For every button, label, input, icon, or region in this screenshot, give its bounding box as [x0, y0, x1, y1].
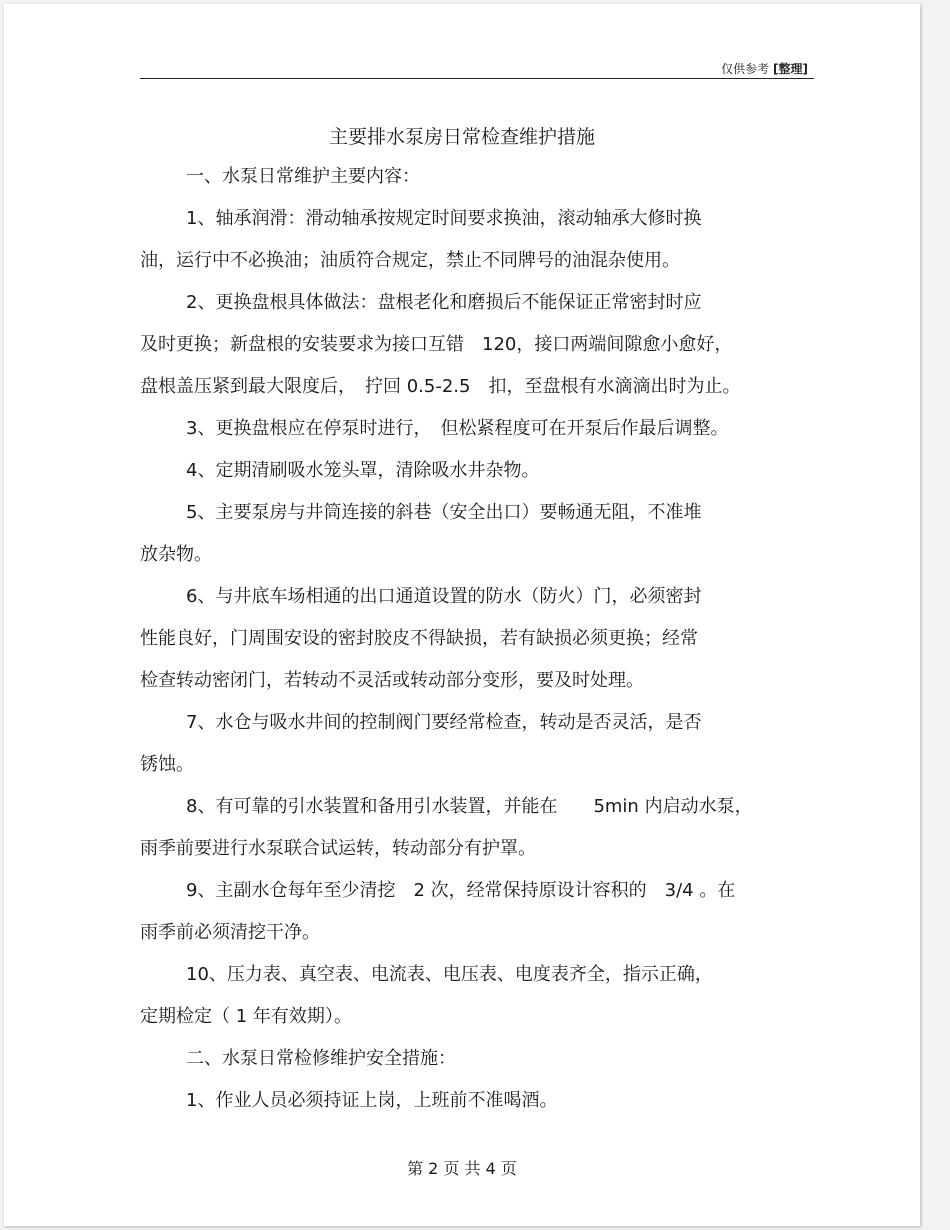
paragraph-line: 检查转动密闭门，若转动不灵活或转动部分变形，要及时处理。	[140, 670, 644, 691]
paragraph-line: 盘根盖压紧到最大限度后， 拧回 0.5-2.5 扣，至盘根有水滴滴出时为止。	[140, 376, 741, 397]
paragraph	[140, 576, 820, 702]
paragraph	[140, 492, 820, 576]
header-divider	[140, 78, 814, 79]
paragraph-line: 油，运行中不必换油；油质符合规定，禁止不同牌号的油混杂使用。	[140, 250, 680, 271]
paragraph-line: 二、水泵日常检修维护安全措施：	[186, 1048, 456, 1069]
paragraph-line: 定期检定（ 1 年有效期）。	[140, 1006, 352, 1027]
header-note-text: 仅供参考	[721, 62, 770, 76]
paragraph	[140, 282, 820, 408]
paragraph-line: 10、压力表、真空表、电流表、电压表、电度表齐全，指示正确，	[186, 964, 713, 985]
paragraph	[140, 1080, 820, 1122]
paragraph	[140, 786, 820, 870]
paragraph-line: 放杂物。	[140, 544, 212, 565]
paragraph	[140, 702, 820, 786]
document-title: 主要排水泵房日常检查维护措施	[328, 126, 595, 148]
paragraph-line: 2、更换盘根具体做法：盘根老化和磨损后不能保证正常密封时应	[186, 292, 702, 313]
paragraph-line: 1、轴承润滑：滑动轴承按规定时间要求换油，滚动轴承大修时换	[186, 208, 702, 229]
paragraph	[140, 156, 820, 198]
paragraph-line: 7、水仓与吸水井间的控制阀门要经常检查，转动是否灵活，是否	[186, 712, 702, 733]
paragraph-line: 雨季前必须清挖干净。	[140, 922, 320, 943]
document-page	[4, 4, 920, 1226]
paragraph-line: 8、有可靠的引水装置和备用引水装置，并能在 5min 内启动水泵，	[186, 796, 753, 817]
paragraph	[140, 870, 820, 954]
paragraph	[140, 408, 820, 450]
paragraph-line: 锈蚀。	[140, 754, 194, 775]
paragraph-line: 3、更换盘根应在停泵时进行， 但松紧程度可在开泵后作最后调整。	[186, 418, 729, 439]
page-footer: 第 2 页 共 4 页	[407, 1159, 517, 1178]
paragraph-line: 性能良好，门周围安设的密封胶皮不得缺损，若有缺损必须更换；经常	[140, 628, 698, 649]
paragraph	[140, 1038, 820, 1080]
document-body	[140, 156, 820, 1122]
paragraph-line: 6、与井底车场相通的出口通道设置的防水（防火）门，必须密封	[186, 586, 702, 607]
paragraph-line: 9、主副水仓每年至少清挖 2 次，经常保持原设计容积的 3/4 。在	[186, 880, 736, 901]
header-tag: [整理]	[773, 62, 808, 76]
paragraph-line: 1、作业人员必须持证上岗，上班前不准喝酒。	[186, 1090, 558, 1111]
paragraph	[140, 198, 820, 282]
paragraph-line: 雨季前要进行水泵联合试运转，转动部分有护罩。	[140, 838, 536, 859]
paragraph-line: 一、水泵日常维护主要内容：	[186, 166, 420, 187]
paragraph-line: 5、主要泵房与井筒连接的斜巷（安全出口）要畅通无阻，不准堆	[186, 502, 702, 523]
header-note	[721, 60, 808, 77]
paragraph-line: 4、定期清刷吸水笼头罩，清除吸水井杂物。	[186, 460, 540, 481]
paragraph	[140, 450, 820, 492]
paragraph-line: 及时更换；新盘根的安装要求为接口互错 120，接口两端间隙愈小愈好，	[140, 334, 733, 355]
paragraph	[140, 954, 820, 1038]
